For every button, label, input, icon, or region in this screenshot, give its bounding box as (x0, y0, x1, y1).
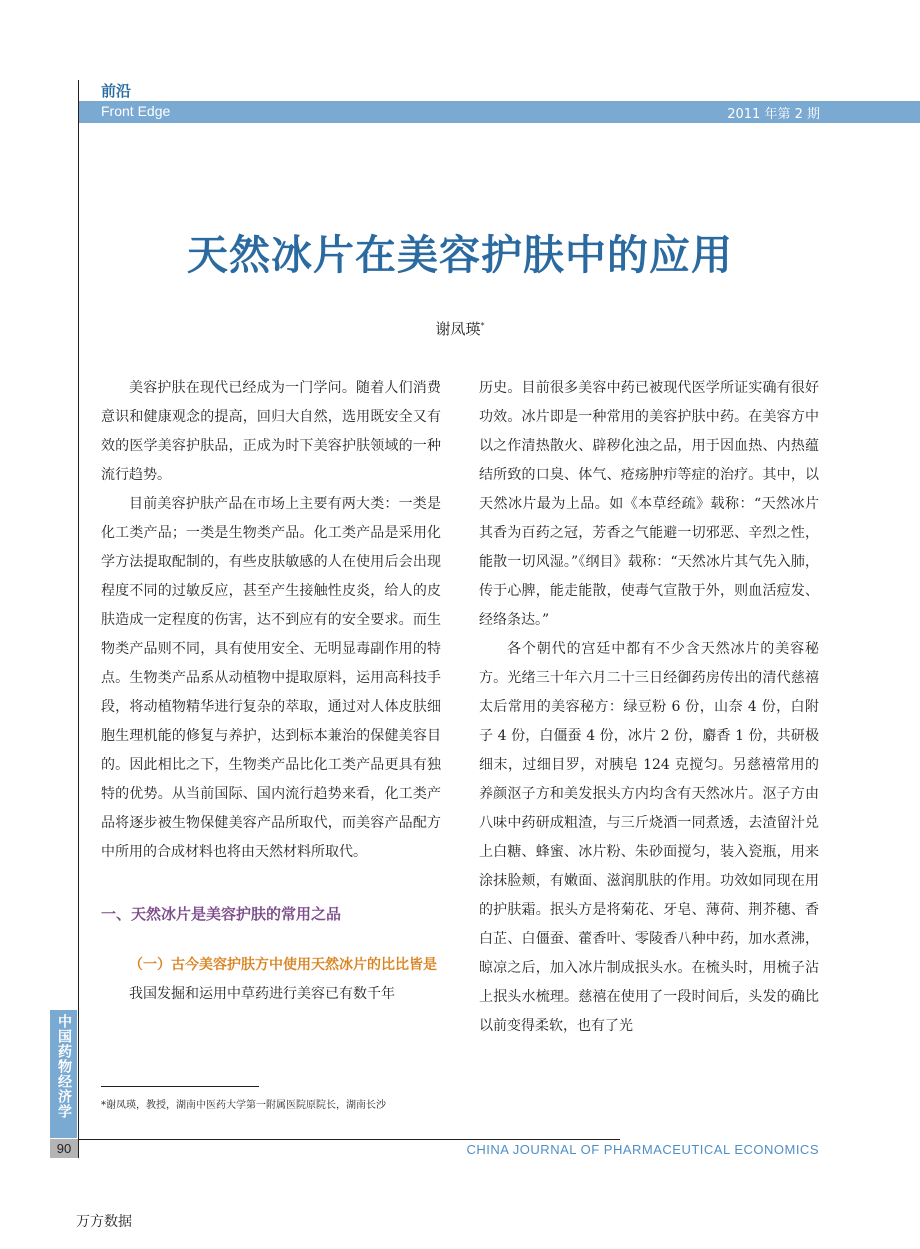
paragraph: 我国发掘和运用中草药进行美容已有数千年 (129, 986, 395, 1002)
footnote: *谢凤瑛，教授，湖南中医药大学第一附属医院原院长，湖南长沙 (101, 1100, 386, 1111)
section-heading: 一、天然冰片是美容护肤的常用之品 (101, 905, 342, 923)
footnote-rule (101, 1086, 259, 1087)
issue-label: 2011 年第 2 期 (727, 107, 820, 122)
paragraph: 美容护肤在现代已经成为一门学问。随着人们消费意识和健康观念的提高，回归大自然，选用既安全又有效的医学美容护肤品，正成为时下美容护肤领域的一种流行趋势。 (101, 380, 441, 483)
journal-name-en: CHINA JOURNAL OF PHARMACEUTICAL ECONOMICS (466, 1142, 819, 1157)
author-footnote-mark: * (480, 321, 485, 330)
section-kicker-cn: 前沿 (101, 82, 132, 100)
paragraph: 历史。目前很多美容中药已被现代医学所证实确有很好功效。冰片即是一种常用的美容护肤中药。在美容方中以之作清热散火、辟秽化浊之品，用于因血热、内热蕴结所致的口臭、体气、疮疡肿疖等症的治疗。其中，以天然冰片最为上品。如《本草经疏》载称：“天然冰片其香为百药之冠，芳香之气能避一切邪恶、辛烈之性，能散一切风湿。”《纲目》载称：“天然冰片其气先入肺，传于心脾，能走能散，使毒气宣散于外，则血活痘发、经络条达。” (479, 380, 819, 628)
paragraph: 各个朝代的宫廷中都有不少含天然冰片的美容秘方。光绪三十年六月二十三日经御药房传出的清代慈禧太后常用的美容秘方：绿豆粉 6 份，山奈 4 份，白附子 4 份，白僵蚕 4 份，冰片 2 份，麝香 1 份，共研极细末，过细目罗，对胰皂 124 克搅匀。另慈禧常用的养颜沤子方和美发抿头方内均含有天然冰片。沤子方由八味中药研成粗渣，与三斤烧酒一同煮透，去渣留汁兑上白糖、蜂蜜、冰片粉、朱砂面搅匀，装入瓷瓶，用来涂抹脸颊，有嫩面、滋润肌肤的作用。功效如同现在用的护肤霜。抿头方是将菊花、牙皂、薄荷、荆芥穗、香白芷、白僵蚕、藿香叶、零陵香八种中药，加水煮沸，晾凉之后，加入冰片制成抿头水。在梳头时，用梳子沾上抿头水梳理。慈禧在使用了一段时间后，头发的确比以前变得柔软，也有了光 (479, 641, 819, 1034)
article-title: 天然冰片在美容护肤中的应用 (187, 231, 733, 279)
page-number: 90 (50, 1139, 78, 1158)
author-line (0, 318, 920, 339)
paragraph: 目前美容护肤产品在市场上主要有两大类：一类是化工类产品；一类是生物类产品。化工类产品是采用化学方法提取配制的，有些皮肤敏感的人在使用后会出现程度不同的过敏反应，甚至产生接触性皮炎，给人的皮肤造成一定程度的伤害，达不到应有的安全要求。而生物类产品则不同，具有使用安全、无明显毒副作用的特点。生物类产品系从动植物中提取原料，运用高科技手段，将动植物精华进行复杂的萃取，通过对人体皮肤细胞生理机能的修复与养护，达到标本兼治的保健美容目的。因此相比之下，生物类产品比化工类产品更具有独特的优势。从当前国际、国内流行趋势来看，化工类产品将逐步被生物保健美容产品所取代，而美容产品配方中所用的合成材料也将由天然材料所取代。 (101, 496, 441, 860)
journal-name-vertical: 中国药物经济学 (56, 1014, 72, 1119)
author-name: 谢凤瑛 (435, 320, 481, 338)
section-kicker-en: Front Edge (101, 103, 171, 119)
source-watermark: 万方数据 (76, 1214, 132, 1230)
body-column-left (101, 374, 441, 1009)
journal-side-band (50, 1010, 77, 1138)
footer-rule (79, 1139, 620, 1140)
header-band (79, 101, 920, 123)
subsection-heading: （一）古今美容护肤方中使用天然冰片的比比皆是 (129, 957, 437, 973)
body-column-right (479, 374, 819, 1041)
